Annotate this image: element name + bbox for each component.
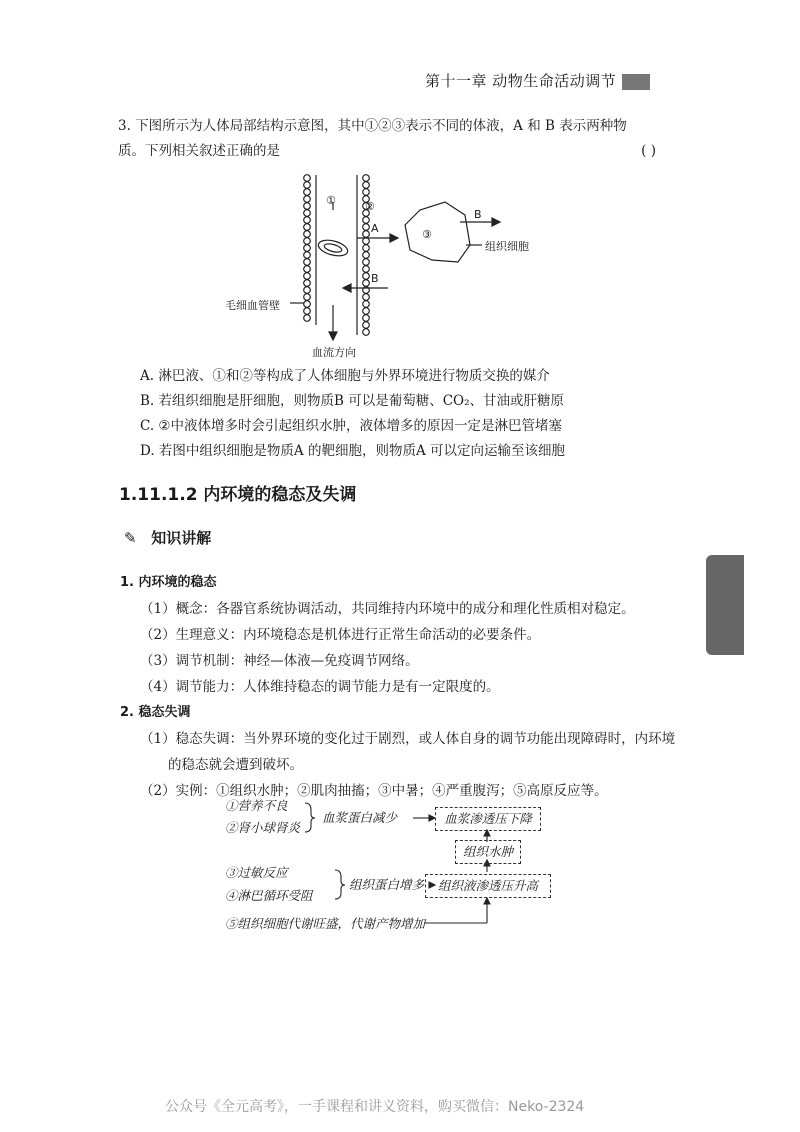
fluid-label-3: ③ — [422, 228, 432, 241]
cause-4: ④淋巴循环受阻 — [225, 888, 313, 903]
diagram-svg — [220, 170, 550, 360]
page-footer: 公众号《全元高考》，一手课程和讲义资料，购买微信：Neko-2324 — [165, 1099, 585, 1115]
cause-2: ②肾小球肾炎 — [225, 820, 301, 835]
cause-3: ③过敏反应 — [225, 865, 288, 880]
box-edema: 组织水肿 — [455, 840, 521, 864]
side-tab-marker — [706, 555, 744, 655]
question-text: 下图所示为人体局部结构示意图，其中①②③表示不同的体液，A 和 B 表示两种物质。下列相关叙述正确的是 — [118, 118, 627, 159]
fluid-label-1: ① — [326, 194, 336, 207]
point-imbalance-a: （1）稳态失调：当外界环境的变化过于剧烈，或人体自身的调节功能出现障碍时，内环境 — [140, 731, 676, 747]
box-plasma-osmotic: 血浆渗透压下降 — [435, 807, 541, 831]
knowledge-title: 知识讲解 — [151, 529, 212, 547]
edema-flowchart — [225, 800, 565, 935]
tissue-diagram — [220, 170, 550, 360]
option-a: A. 淋巴液、①和②等构成了人体细胞与外界环境进行物质交换的媒介 — [140, 368, 550, 384]
chapter-title: 第十一章 动物生命活动调节 — [425, 72, 617, 90]
option-d: D. 若图中组织细胞是物质A 的靶细胞，则物质A 可以定向运输至该细胞 — [140, 443, 566, 459]
red-blood-cell — [317, 237, 350, 258]
section-title: 1.11.1.2 内环境的稳态及失调 — [119, 485, 357, 505]
chapter-header — [425, 70, 650, 91]
subheading-homeostasis: 1. 内环境的稳态 — [120, 575, 217, 590]
mid-tissue-protein: 组织蛋白增多 — [349, 877, 425, 892]
capillary-wall-right — [363, 175, 370, 336]
header-logo-icon — [622, 74, 650, 90]
point-examples: （2）实例：①组织水肿；②肌肉抽搐；③中暑；④严重腹泻；⑤高原反应等。 — [140, 783, 608, 799]
fluid-label-2: ② — [365, 200, 375, 213]
substance-label-b-bottom: B — [371, 272, 379, 285]
question-number: 3. — [118, 118, 131, 134]
box-tissue-osmotic: 组织液渗透压升高 — [425, 874, 551, 898]
substance-label-b-top: B — [474, 208, 482, 221]
point-capacity: （4）调节能力：人体维持稳态的调节能力是有一定限度的。 — [140, 679, 500, 695]
subheading-imbalance: 2. 稳态失调 — [120, 705, 191, 720]
cause-5: ⑤组织细胞代谢旺盛，代谢产物增加 — [225, 916, 426, 931]
tissue-cell-label: 组织细胞 — [485, 240, 529, 253]
option-c: C. ②中液体增多时会引起组织水肿，液体增多的原因一定是淋巴管堵塞 — [140, 418, 563, 434]
mid-plasma-protein: 血浆蛋白减少 — [322, 810, 398, 825]
knowledge-content — [120, 570, 676, 804]
option-b: B. 若组织细胞是肝细胞，则物质B 可以是葡萄糖、CO₂、甘油或肝糖原 — [140, 393, 565, 409]
substance-label-a: A — [371, 222, 379, 235]
point-imbalance-b: 的稳态就会遭到破坏。 — [168, 757, 303, 773]
answer-blank: ( ) — [641, 143, 656, 159]
point-mechanism: （3）调节机制：神经—体液—免疫调节网络。 — [140, 653, 419, 669]
point-significance: （2）生理意义：内环境稳态是机体进行正常生命活动的必要条件。 — [140, 627, 541, 643]
pen-icon: ✎ — [124, 529, 137, 547]
blood-flow-label: 血流方向 — [312, 346, 356, 359]
tissue-cell-shape — [405, 202, 470, 262]
knowledge-heading — [124, 527, 211, 548]
cause-1: ①营养不良 — [225, 798, 288, 813]
question-3 — [118, 114, 656, 164]
capillary-wall-label: 毛细血管壁 — [225, 299, 280, 312]
capillary-wall-left — [304, 175, 311, 322]
point-concept: （1）概念：各器官系统协调活动，共同维持内环境中的成分和理化性质相对稳定。 — [140, 601, 635, 617]
answer-options — [140, 364, 565, 464]
